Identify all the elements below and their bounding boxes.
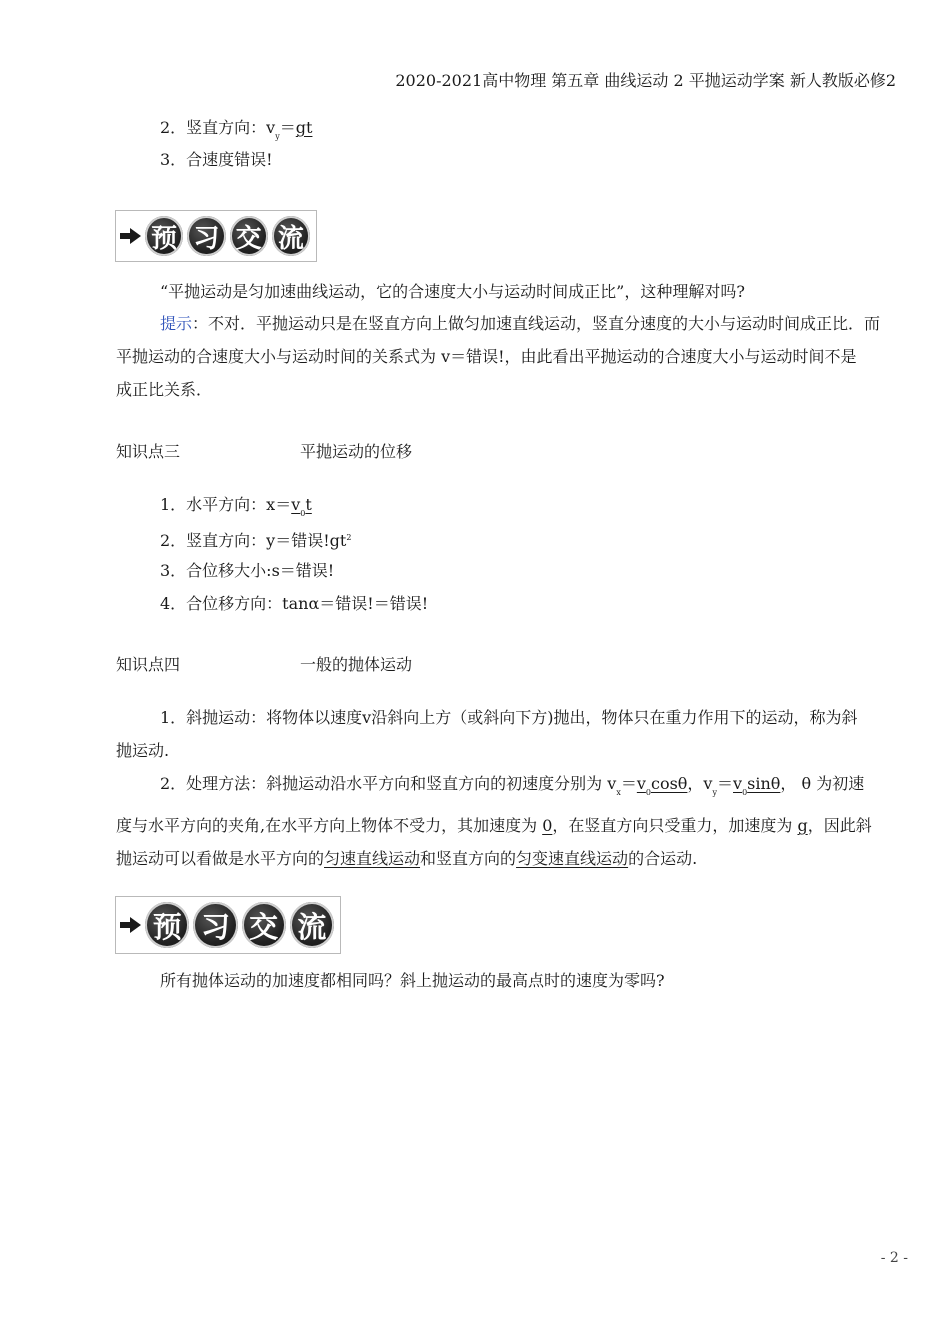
equals: ＝	[620, 774, 637, 793]
answer-blank: 匀变速直线运动	[516, 849, 629, 868]
paragraph-line	[116, 842, 896, 875]
preview-exchange-banner	[115, 896, 341, 954]
symbol-v: v	[291, 495, 301, 514]
banner-char: 预	[145, 216, 183, 256]
displacement-horizontal-item	[160, 494, 312, 525]
banner-char: 交	[230, 216, 268, 256]
subscript: 0	[300, 509, 306, 518]
symbol-v: v	[733, 774, 743, 793]
answer-blank: g	[797, 816, 808, 835]
answer-blank: gt	[295, 118, 313, 137]
page-header: 2020-2021高中物理 第五章 曲线运动 2 平抛运动学案 新人教版必修2	[395, 71, 896, 90]
displacement-magnitude-item: 3．合位移大小:s＝错误!	[160, 561, 335, 580]
arrow-icon	[120, 227, 141, 245]
banner-char: 习	[187, 216, 225, 256]
subscript: 0	[742, 788, 748, 797]
banner-char: 习	[193, 902, 237, 948]
hint-label: 提示	[160, 314, 193, 333]
paragraph-line: 抛运动.	[116, 741, 170, 760]
section-label: 知识点四	[116, 655, 181, 674]
symbol-t: t	[305, 495, 312, 514]
text: ，v	[687, 774, 713, 793]
symbol-v: v	[636, 774, 646, 793]
answer-text: 平抛运动的合速度大小与运动时间的关系式为 v＝错误!，由此看出平抛运动的合速度大小与运动时间不是	[116, 347, 857, 366]
text: ，因此斜	[807, 816, 872, 835]
paragraph-line	[116, 809, 896, 842]
answer-blank: 匀速直线运动	[324, 849, 421, 868]
paragraph-line: 1．斜抛运动：将物体以速度v沿斜向上方（或斜向下方)抛出，物体只在重力作用下的运动，称为斜	[160, 708, 858, 727]
equals: ＝	[717, 774, 734, 793]
cos-term: cosθ	[650, 774, 688, 793]
text: 抛运动可以看做是水平方向的	[116, 849, 325, 868]
text: ，在竖直方向只受重力，加速度为	[552, 816, 798, 835]
preview-exchange-banner	[115, 210, 317, 262]
displacement-vertical-item	[160, 527, 351, 552]
resultant-velocity-item: 3．合速度错误!	[160, 150, 273, 169]
text: 的合运动.	[628, 849, 698, 868]
sin-term: sinθ	[747, 774, 781, 793]
subscript: y	[712, 788, 717, 797]
answer-blank	[636, 774, 688, 797]
answer-text: 成正比关系．	[116, 380, 213, 399]
oblique-projectile-paragraph	[116, 701, 896, 767]
section-label: 知识点三	[116, 442, 181, 461]
page-number: - 2 -	[880, 1250, 908, 1266]
text: 度与水平方向的夹角,在水平方向上物体不受力，其加速度为	[116, 816, 543, 835]
item-label: 2．竖直方向：y＝错误!gt	[160, 531, 347, 550]
answer-text: ：不对．平抛运动只是在竖直方向上做匀加速直线运动，竖直分速度的大小与运动时间成正比．而	[192, 314, 881, 333]
subscript: 0	[645, 788, 651, 797]
answer-blank	[733, 774, 781, 797]
discussion-question: “平抛运动是匀加速曲线运动，它的合速度大小与运动时间成正比”，这种理解对吗?	[160, 282, 745, 301]
superscript: 2	[346, 533, 352, 542]
item-label: 1．水平方向：x＝	[160, 495, 292, 514]
subscript: y	[275, 132, 280, 141]
banner-char: 流	[272, 216, 310, 256]
text: 和竖直方向的	[420, 849, 517, 868]
equals: ＝	[279, 118, 296, 137]
subscript: x	[616, 788, 621, 797]
banner-char: 流	[290, 902, 334, 948]
displacement-direction-item: 4．合位移方向：tanα＝错误!＝错误!	[160, 594, 429, 613]
banner-char: 交	[242, 902, 286, 948]
section-title: 平抛运动的位移	[300, 442, 413, 461]
text: ， θ 为初速	[780, 774, 865, 793]
arrow-icon	[120, 916, 141, 934]
answer-blank	[291, 495, 312, 518]
text: 2．处理方法：斜抛运动沿水平方向和竖直方向的初速度分别为 v	[160, 774, 617, 793]
velocity-vertical-item	[160, 117, 312, 148]
discussion-answer	[116, 307, 896, 406]
banner-char: 预	[145, 902, 189, 948]
discussion-question: 所有抛体运动的加速度都相同吗？斜上抛运动的最高点时的速度为零吗?	[160, 971, 665, 990]
method-paragraph	[116, 767, 896, 875]
paragraph-line	[116, 767, 896, 809]
item-label: 2．竖直方向：v	[160, 118, 276, 137]
section-title: 一般的抛体运动	[300, 655, 413, 674]
answer-blank: 0	[542, 816, 553, 835]
